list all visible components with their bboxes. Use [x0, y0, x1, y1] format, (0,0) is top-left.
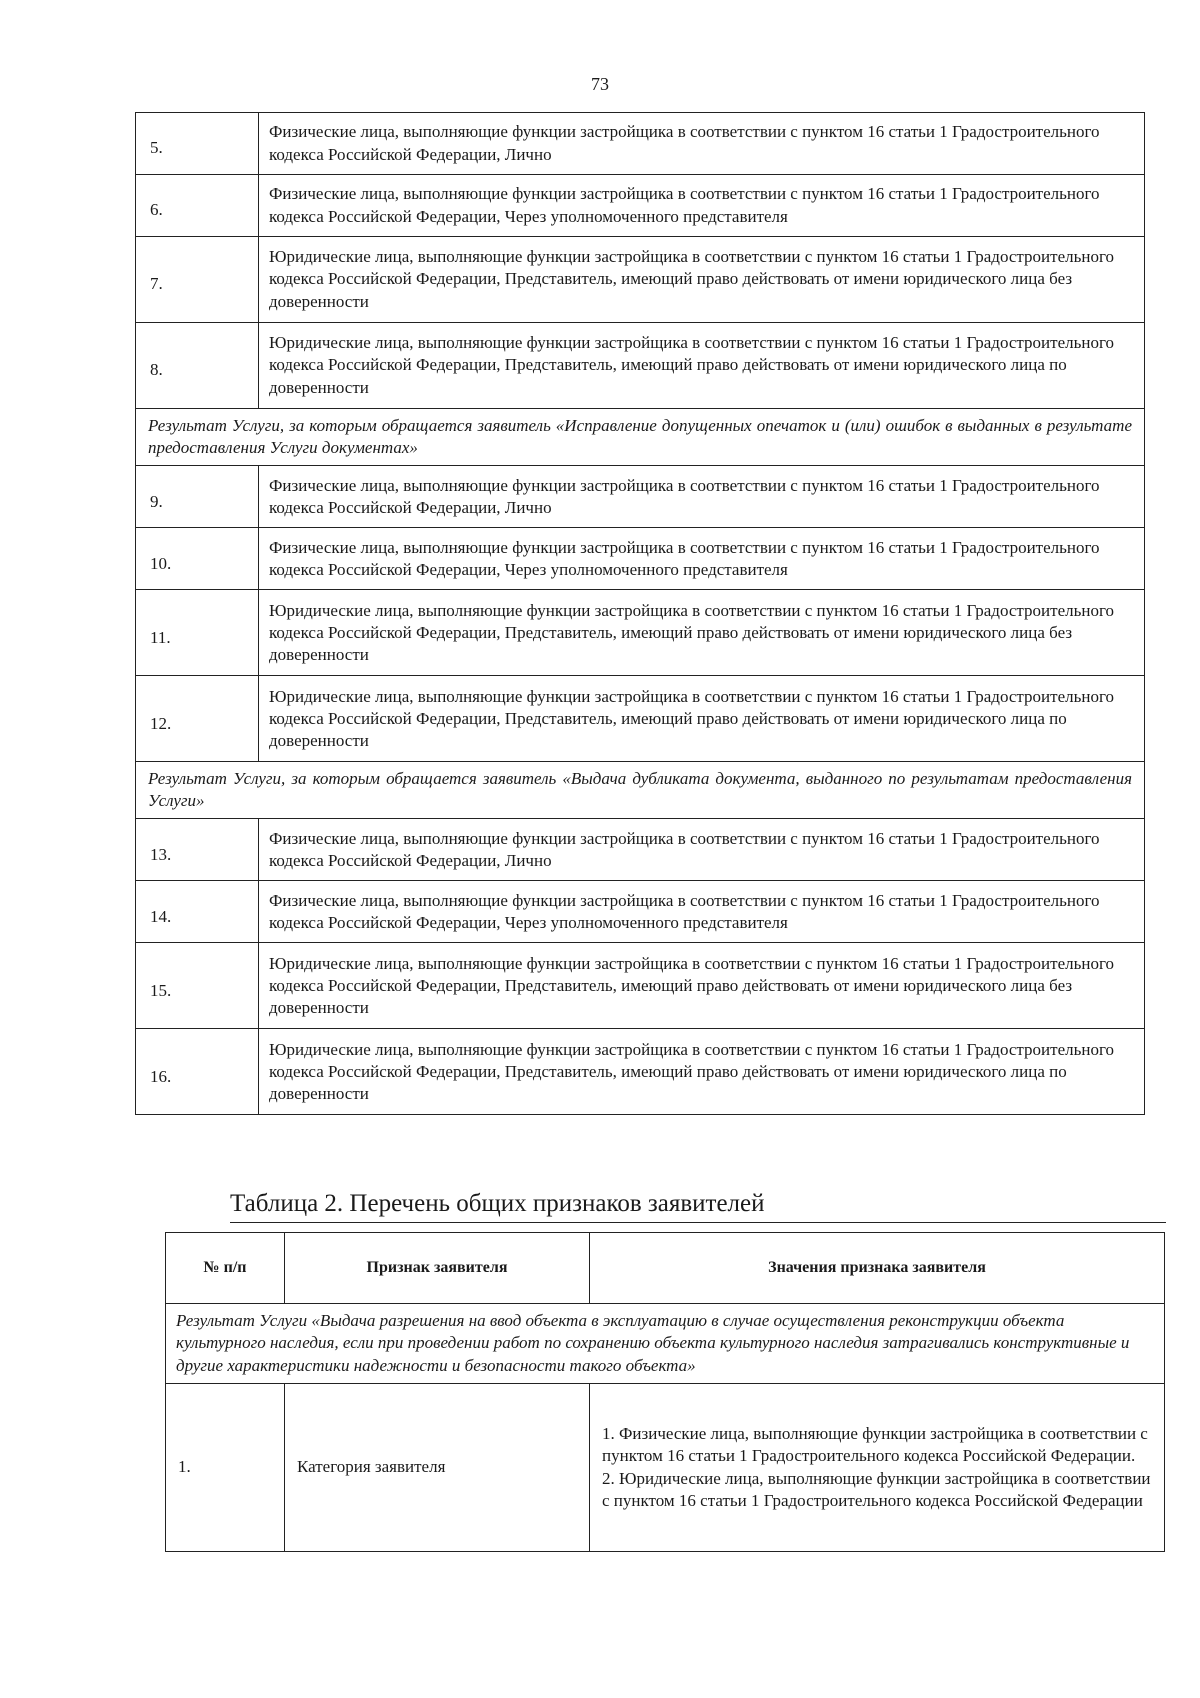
row-text: Юридические лица, выполняющие функции застройщика в соответствии с пунктом 16 статьи 1 Градостроительного кодекса Российской Федерации, Представитель, имеющий право действовать от имени юридического лица без доверенности	[259, 237, 1145, 323]
column-header-values: Значения признака заявителя	[590, 1233, 1165, 1304]
row-text: Юридические лица, выполняющие функции застройщика в соответствии с пунктом 16 статьи 1 Градостроительного кодекса Российской Федерации, Представитель, имеющий право действовать от имени юридического лица без доверенности	[259, 590, 1145, 676]
row-number: 8.	[136, 323, 259, 409]
table-row	[136, 237, 1145, 323]
table-title: Таблица 2. Перечень общих признаков заявителей	[230, 1190, 765, 1217]
row-number: 16.	[136, 1029, 259, 1115]
row-text: Юридические лица, выполняющие функции застройщика в соответствии с пунктом 16 статьи 1 Градостроительного кодекса Российской Федерации, Представитель, имеющий право действовать от имени юридического лица без доверенности	[259, 943, 1145, 1029]
row-number: 12.	[136, 676, 259, 762]
table-row	[136, 590, 1145, 676]
page-number: 73	[591, 74, 609, 94]
column-header-attribute: Признак заявителя	[285, 1233, 590, 1304]
applicant-variants-table	[135, 112, 1145, 1115]
row-text: Юридические лица, выполняющие функции застройщика в соответствии с пунктом 16 статьи 1 Градостроительного кодекса Российской Федерации, Представитель, имеющий право действовать от имени юридического лица по доверенности	[259, 676, 1145, 762]
row-text: Физические лица, выполняющие функции застройщика в соответствии с пунктом 16 статьи 1 Градостроительного кодекса Российской Федерации, Через уполномоченного представителя	[259, 528, 1145, 590]
row-number: 1.	[166, 1384, 285, 1552]
table-row	[136, 466, 1145, 528]
row-number: 5.	[136, 113, 259, 175]
row-text: Физические лица, выполняющие функции застройщика в соответствии с пунктом 16 статьи 1 Градостроительного кодекса Российской Федерации, Через уполномоченного представителя	[259, 175, 1145, 237]
row-text: Физические лица, выполняющие функции застройщика в соответствии с пунктом 16 статьи 1 Градостроительного кодекса Российской Федерации, Лично	[259, 819, 1145, 881]
table-header-row	[166, 1233, 1165, 1304]
table-row	[136, 676, 1145, 762]
row-text: Физические лица, выполняющие функции застройщика в соответствии с пунктом 16 статьи 1 Градостроительного кодекса Российской Федерации, Лично	[259, 113, 1145, 175]
section-heading: Результат Услуги «Выдача разрешения на ввод объекта в эксплуатацию в случае осуществления реконструкции объекта культурного наследия, если при проведении работ по сохранению объекта культурного наследия затрагивались конструктивные и другие характеристики надежности и безопасности такого объекта»	[166, 1304, 1165, 1384]
row-number: 15.	[136, 943, 259, 1029]
table-row	[136, 175, 1145, 237]
table-row	[136, 881, 1145, 943]
row-number: 7.	[136, 237, 259, 323]
table-row	[136, 819, 1145, 881]
attribute-values	[590, 1384, 1165, 1552]
value-item: 2. Юридические лица, выполняющие функции застройщика в соответствии с пунктом 16 статьи 1 Градостроительного кодекса Российской Федерации	[602, 1468, 1151, 1510]
row-number: 11.	[136, 590, 259, 676]
row-number: 6.	[136, 175, 259, 237]
table-row	[136, 1029, 1145, 1115]
table-row	[136, 528, 1145, 590]
table-row	[166, 1384, 1165, 1552]
row-number: 9.	[136, 466, 259, 528]
row-text: Физические лица, выполняющие функции застройщика в соответствии с пунктом 16 статьи 1 Градостроительного кодекса Российской Федерации, Через уполномоченного представителя	[259, 881, 1145, 943]
row-number: 13.	[136, 819, 259, 881]
section-row	[136, 409, 1145, 466]
applicant-attributes-table	[165, 1232, 1165, 1552]
section-heading: Результат Услуги, за которым обращается заявитель «Исправление допущенных опечаток и (или) ошибок в выданных в результате предоставления Услуги документах»	[136, 409, 1145, 466]
section-row	[136, 762, 1145, 819]
section-heading: Результат Услуги, за которым обращается заявитель «Выдача дубликата документа, выданного по результатам предоставления Услуги»	[136, 762, 1145, 819]
row-text: Физические лица, выполняющие функции застройщика в соответствии с пунктом 16 статьи 1 Градостроительного кодекса Российской Федерации, Лично	[259, 466, 1145, 528]
column-header-number: № п/п	[166, 1233, 285, 1304]
table-row	[136, 113, 1145, 175]
table-row	[136, 943, 1145, 1029]
title-rule	[230, 1222, 1166, 1223]
attribute-name: Категория заявителя	[285, 1384, 590, 1552]
row-text: Юридические лица, выполняющие функции застройщика в соответствии с пунктом 16 статьи 1 Градостроительного кодекса Российской Федерации, Представитель, имеющий право действовать от имени юридического лица по доверенности	[259, 1029, 1145, 1115]
value-item: 1. Физические лица, выполняющие функции застройщика в соответствии с пунктом 16 статьи 1 Градостроительного кодекса Российской Федерации.	[602, 1424, 1148, 1466]
row-number: 14.	[136, 881, 259, 943]
section-row	[166, 1304, 1165, 1384]
row-text: Юридические лица, выполняющие функции застройщика в соответствии с пунктом 16 статьи 1 Градостроительного кодекса Российской Федерации, Представитель, имеющий право действовать от имени юридического лица по доверенности	[259, 323, 1145, 409]
table-row	[136, 323, 1145, 409]
row-number: 10.	[136, 528, 259, 590]
